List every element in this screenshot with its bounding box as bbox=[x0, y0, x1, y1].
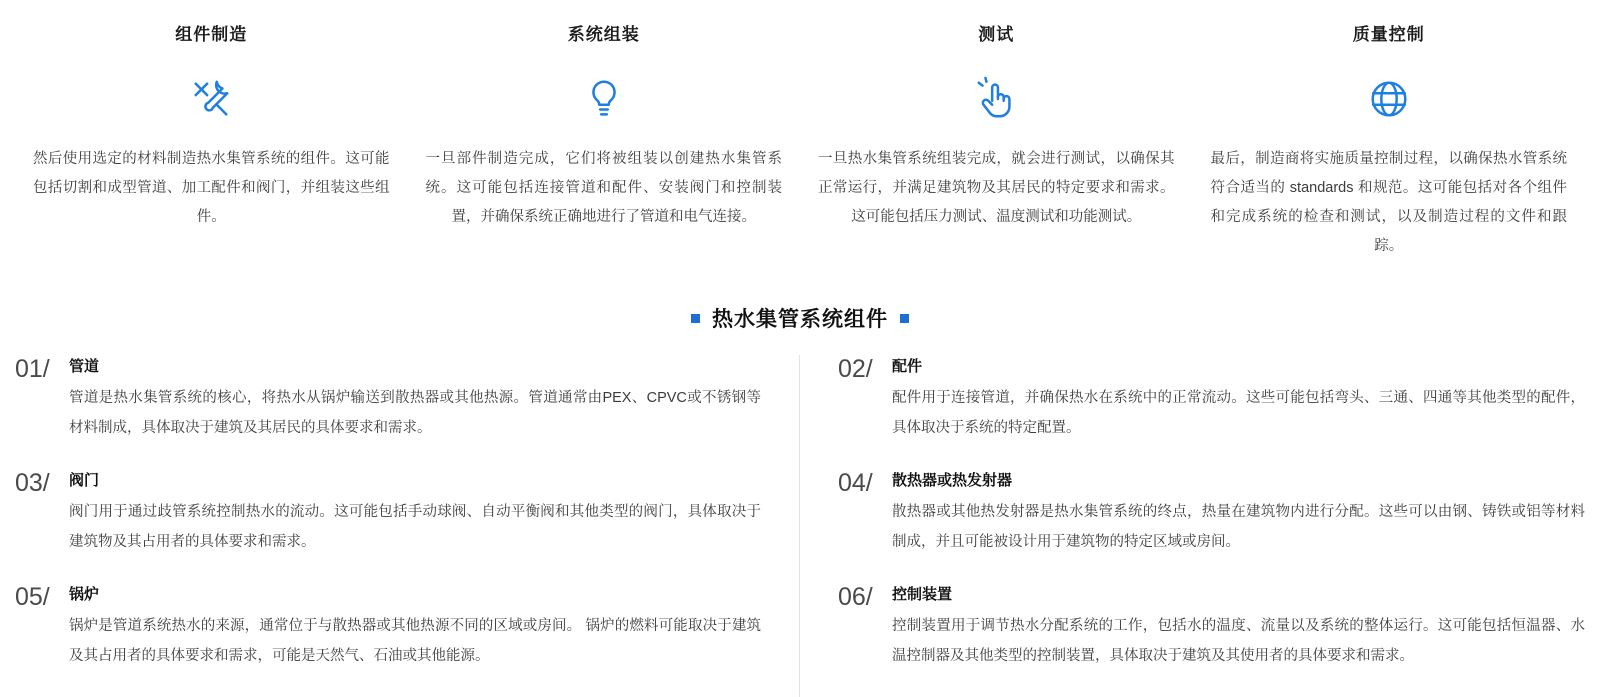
tools-icon bbox=[27, 71, 396, 127]
component-number: 05/ bbox=[15, 583, 50, 611]
component-body bbox=[69, 469, 761, 557]
process-step-desc: 最后，制造商将实施质量控制过程，以确保热水管系统符合适当的 standards 和规范。这可能包括对各个组件和完成系统的检查和测试，以及制造过程的文件和跟踪。 bbox=[1210, 151, 1567, 254]
component-number: 04/ bbox=[838, 469, 873, 497]
component-body bbox=[69, 355, 761, 443]
component-name: 控制装置 bbox=[892, 586, 953, 603]
process-section bbox=[15, 0, 1585, 261]
process-step-1 bbox=[15, 20, 408, 261]
list-item bbox=[838, 469, 1585, 557]
component-number: 02/ bbox=[838, 355, 873, 383]
components-section bbox=[15, 355, 1585, 697]
process-step-title: 测试 bbox=[978, 25, 1015, 44]
lightbulb-icon bbox=[420, 71, 789, 127]
component-number: 01/ bbox=[15, 355, 50, 383]
globe-icon bbox=[1205, 71, 1574, 127]
process-step-title: 系统组装 bbox=[567, 25, 640, 44]
component-number: 03/ bbox=[15, 469, 50, 497]
component-text: 阀门用于通过歧管系统控制热水的流动。这可能包括手动球阀、自动平衡阀和其他类型的阀门，具体取决于建筑物及其占用者的具体要求和需求。 bbox=[69, 504, 761, 550]
hand-click-icon bbox=[812, 71, 1181, 127]
components-column-right bbox=[800, 355, 1585, 697]
list-item bbox=[15, 469, 761, 557]
component-body bbox=[892, 355, 1585, 443]
component-name: 配件 bbox=[892, 358, 923, 375]
component-text: 散热器或其他热发射器是热水集管系统的终点，热量在建筑物内进行分配。这些可以由钢、铸铁或铝等材料制成，并且可能被设计用于建筑物的特定区域或房间。 bbox=[892, 504, 1585, 550]
list-item bbox=[15, 583, 761, 671]
process-step-desc: 一旦热水集管系统组装完成，就会进行测试，以确保其正常运行，并满足建筑物及其居民的特定要求和需求。这可能包括压力测试、温度测试和功能测试。 bbox=[818, 151, 1175, 225]
process-step-4 bbox=[1193, 20, 1586, 261]
component-name: 锅炉 bbox=[69, 586, 100, 603]
component-text: 锅炉是管道系统热水的来源，通常位于与散热器或其他热源不同的区域或房间。 锅炉的燃料可能取决于建筑及其占用者的具体要求和需求，可能是天然气、石油或其他能源。 bbox=[69, 618, 761, 664]
process-step-title: 质量控制 bbox=[1352, 25, 1425, 44]
component-text: 配件用于连接管道，并确保热水在系统中的正常流动。这些可能包括弯头、三通、四通等其他类型的配件，具体取决于系统的特定配置。 bbox=[892, 390, 1585, 436]
section-heading bbox=[0, 303, 1600, 333]
component-text: 管道是热水集管系统的核心，将热水从锅炉输送到散热器或其他热源。管道通常由PEX、CPVC或不锈钢等材料制成，具体取决于建筑及其居民的具体要求和需求。 bbox=[69, 390, 761, 436]
process-step-title: 组件制造 bbox=[175, 25, 248, 44]
component-body bbox=[892, 583, 1585, 671]
component-text: 控制装置用于调节热水分配系统的工作，包括水的温度、流量以及系统的整体运行。这可能包括恒温器、水温控制器及其他类型的控制装置，具体取决于建筑及其使用者的具体要求和需求。 bbox=[892, 618, 1585, 664]
square-marker-right-icon bbox=[900, 314, 909, 323]
process-step-desc: 然后使用选定的材料制造热水集管系统的组件。这可能包括切割和成型管道、加工配件和阀门，并组装这些组件。 bbox=[33, 151, 390, 225]
component-name: 散热器或热发射器 bbox=[892, 472, 1013, 489]
list-item bbox=[838, 583, 1585, 671]
component-name: 管道 bbox=[69, 358, 100, 375]
component-body bbox=[892, 469, 1585, 557]
component-name: 阀门 bbox=[69, 472, 100, 489]
list-item bbox=[15, 355, 761, 443]
process-step-3 bbox=[800, 20, 1193, 261]
process-step-desc: 一旦部件制造完成，它们将被组装以创建热水集管系统。这可能包括连接管道和配件、安装阀门和控制装置，并确保系统正确地进行了管道和电气连接。 bbox=[425, 151, 782, 225]
list-item bbox=[838, 355, 1585, 443]
components-column-left bbox=[15, 355, 800, 697]
section-heading-text: 热水集管系统组件 bbox=[712, 308, 888, 331]
component-number: 06/ bbox=[838, 583, 873, 611]
process-step-2 bbox=[408, 20, 801, 261]
component-body bbox=[69, 583, 761, 671]
square-marker-left-icon bbox=[691, 314, 700, 323]
